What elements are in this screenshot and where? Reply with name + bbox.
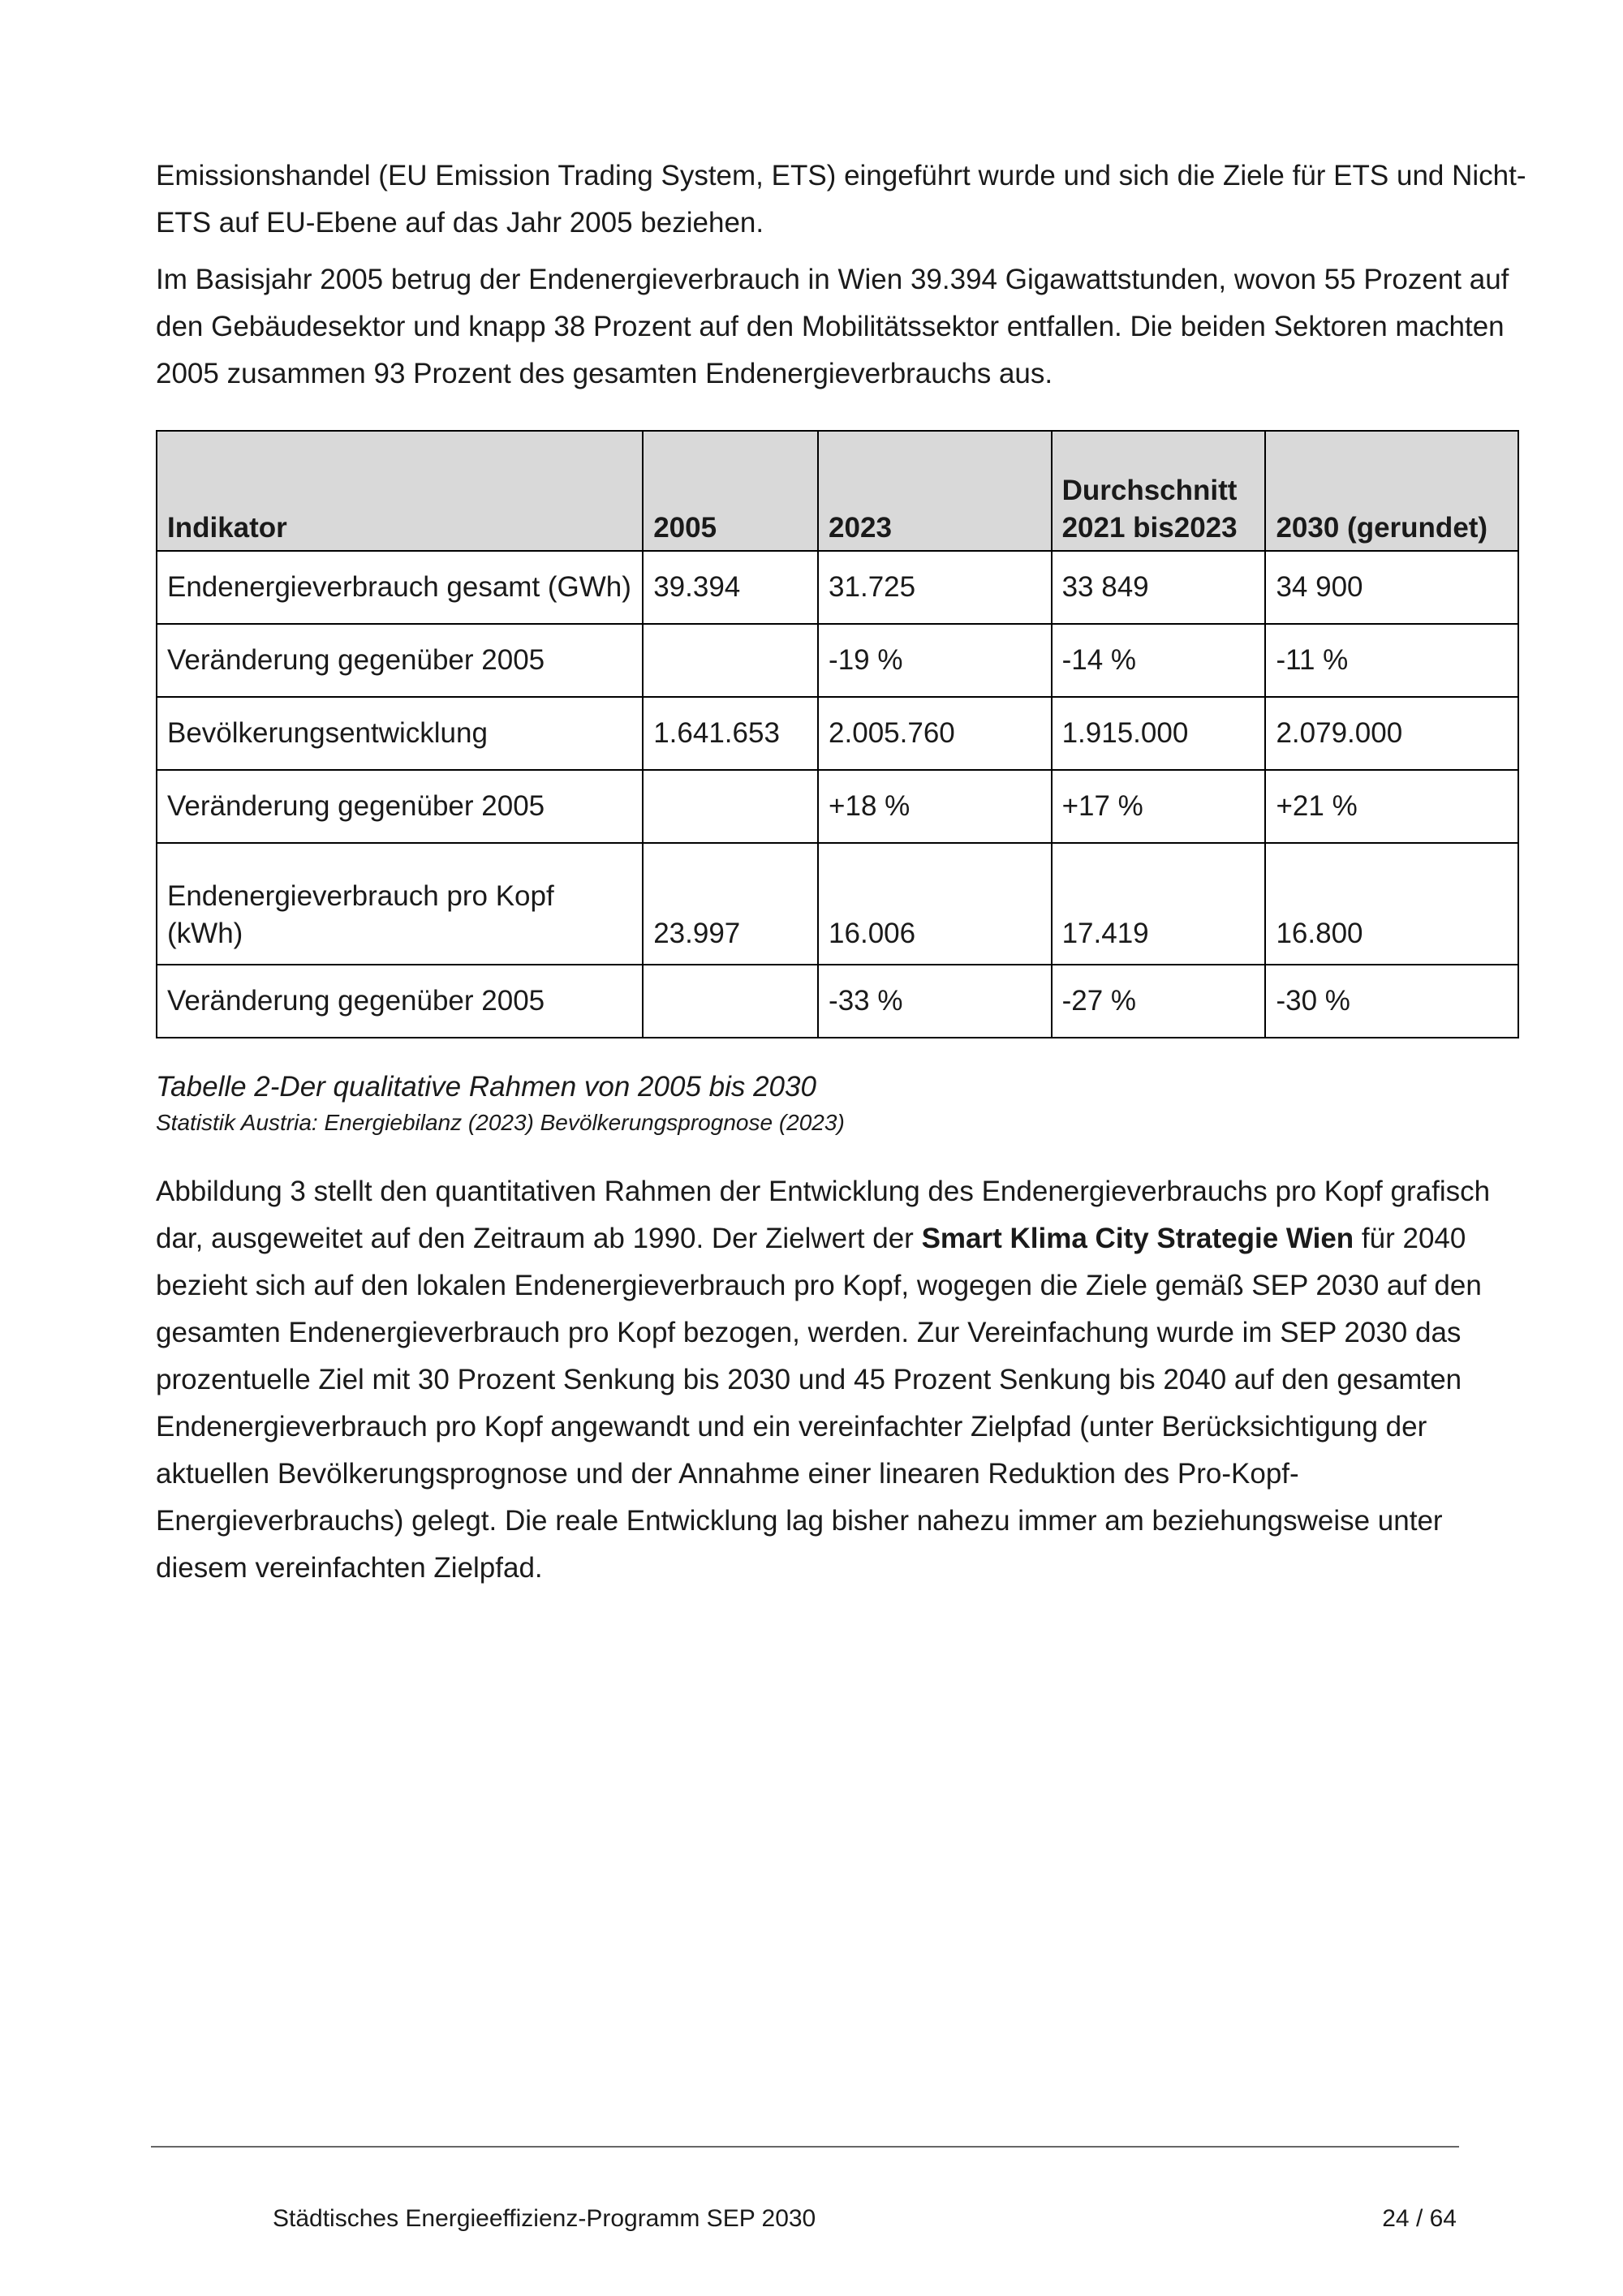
table-header-cell: Indikator: [157, 431, 643, 551]
table-cell: Veränderung gegenüber 2005: [157, 770, 643, 843]
footer-divider: [151, 2146, 1459, 2148]
table-cell: -11 %: [1265, 624, 1518, 697]
table-cell: Endenergieverbrauch pro Kopf (kWh): [157, 843, 643, 965]
table-row: [157, 770, 1518, 843]
table-cell: -14 %: [1052, 624, 1266, 697]
table-cell: [643, 770, 818, 843]
table-cell: 16.800: [1265, 843, 1518, 965]
table-cell: +18 %: [818, 770, 1052, 843]
table-cell: +21 %: [1265, 770, 1518, 843]
strategy-name: Smart Klima City Strategie Wien: [921, 1223, 1354, 1254]
table-cell: 34 900: [1265, 551, 1518, 624]
table-header-row: [157, 431, 1518, 551]
paragraph-text: für 2040 bezieht sich auf den lokalen Endenergieverbrauch pro Kopf, wogegen die Ziele gemäß SEP 2030 auf den gesamten Endenergieverbrauch pro Kopf bezogen, werden. Zur Vereinfachung wurde im SEP 2030 das prozentuelle Ziel mit 30 Prozent Senkung bis 2030 und 45 Prozent Senkung bis 2040 auf den gesamten Endenergieverbrauch pro Kopf angewandt und ein vereinfachter Zielpfad (unter Berücksichtigung der aktuellen Bevölkerungsprognose und der Annahme einer linearen Reduktion des Pro-Kopf-Energieverbrauchs) gelegt. Die reale Entwicklung lag bisher nahezu immer am beziehungsweise unter diesem vereinfachten Zielpfad.: [156, 1223, 1482, 1584]
footer-title: Städtisches Energieeffizienz-Programm SEP 2030: [273, 2205, 816, 2232]
paragraph-abbildung: [156, 1168, 1535, 1592]
table-cell: -27 %: [1052, 965, 1266, 1038]
table-row: [157, 551, 1518, 624]
table-row: [157, 965, 1518, 1038]
table-cell: Bevölkerungsentwicklung: [157, 697, 643, 770]
table-source: Statistik Austria: Energiebilanz (2023) Bevölkerungsprognose (2023): [156, 1110, 845, 1135]
table-cell: 2.079.000: [1265, 697, 1518, 770]
table-cell: 23.997: [643, 843, 818, 965]
table-cell: 33 849: [1052, 551, 1266, 624]
table-header-cell: Durchschnitt 2021 bis2023: [1052, 431, 1266, 551]
table-row: [157, 843, 1518, 965]
table-cell: -33 %: [818, 965, 1052, 1038]
indicator-table: [156, 430, 1519, 1038]
page-content: [156, 153, 1535, 1602]
paragraph-basisjahr: Im Basisjahr 2005 betrug der Endenergieverbrauch in Wien 39.394 Gigawattstunden, wovon 55 Prozent auf den Gebäudesektor und knapp 38 Prozent auf den Mobilitätssektor entfallen. Die beiden Sektoren machten 2005 zusammen 93 Prozent des gesamten Endenergieverbrauchs aus.: [156, 264, 1509, 389]
table-cell: +17 %: [1052, 770, 1266, 843]
table-cell: 1.915.000: [1052, 697, 1266, 770]
table-cell: Endenergieverbrauch gesamt (GWh): [157, 551, 643, 624]
table-cell: 2.005.760: [818, 697, 1052, 770]
table-cell: 16.006: [818, 843, 1052, 965]
table-cell: 39.394: [643, 551, 818, 624]
page-number: 24 / 64: [1382, 2205, 1457, 2232]
table-cell: Veränderung gegenüber 2005: [157, 624, 643, 697]
table-header-cell: 2005: [643, 431, 818, 551]
table-cell: -19 %: [818, 624, 1052, 697]
table-row: [157, 624, 1518, 697]
table-caption: Tabelle 2-Der qualitative Rahmen von 2005 bis 2030: [156, 1071, 816, 1103]
table-cell: -30 %: [1265, 965, 1518, 1038]
table-row: [157, 697, 1518, 770]
table-cell: 31.725: [818, 551, 1052, 624]
paragraph-text: Abbildung 3 stellt den quantitativen Rahmen der Entwicklung des Endenergieverbrauchs pro Kopf grafisch dar, ausgeweitet auf den Zeitraum ab 1990. Der Zielwert der: [156, 1176, 1491, 1254]
table-cell: 1.641.653: [643, 697, 818, 770]
table-cell: [643, 965, 818, 1038]
table-header-cell: 2023: [818, 431, 1052, 551]
table-cell: Veränderung gegenüber 2005: [157, 965, 643, 1038]
paragraph-ets: Emissionshandel (EU Emission Trading System, ETS) eingeführt wurde und sich die Ziele für ETS und Nicht-ETS auf EU-Ebene auf das Jahr 2005 beziehen.: [156, 160, 1526, 239]
table-cell: [643, 624, 818, 697]
table-cell: 17.419: [1052, 843, 1266, 965]
table-header-cell: 2030 (gerundet): [1265, 431, 1518, 551]
